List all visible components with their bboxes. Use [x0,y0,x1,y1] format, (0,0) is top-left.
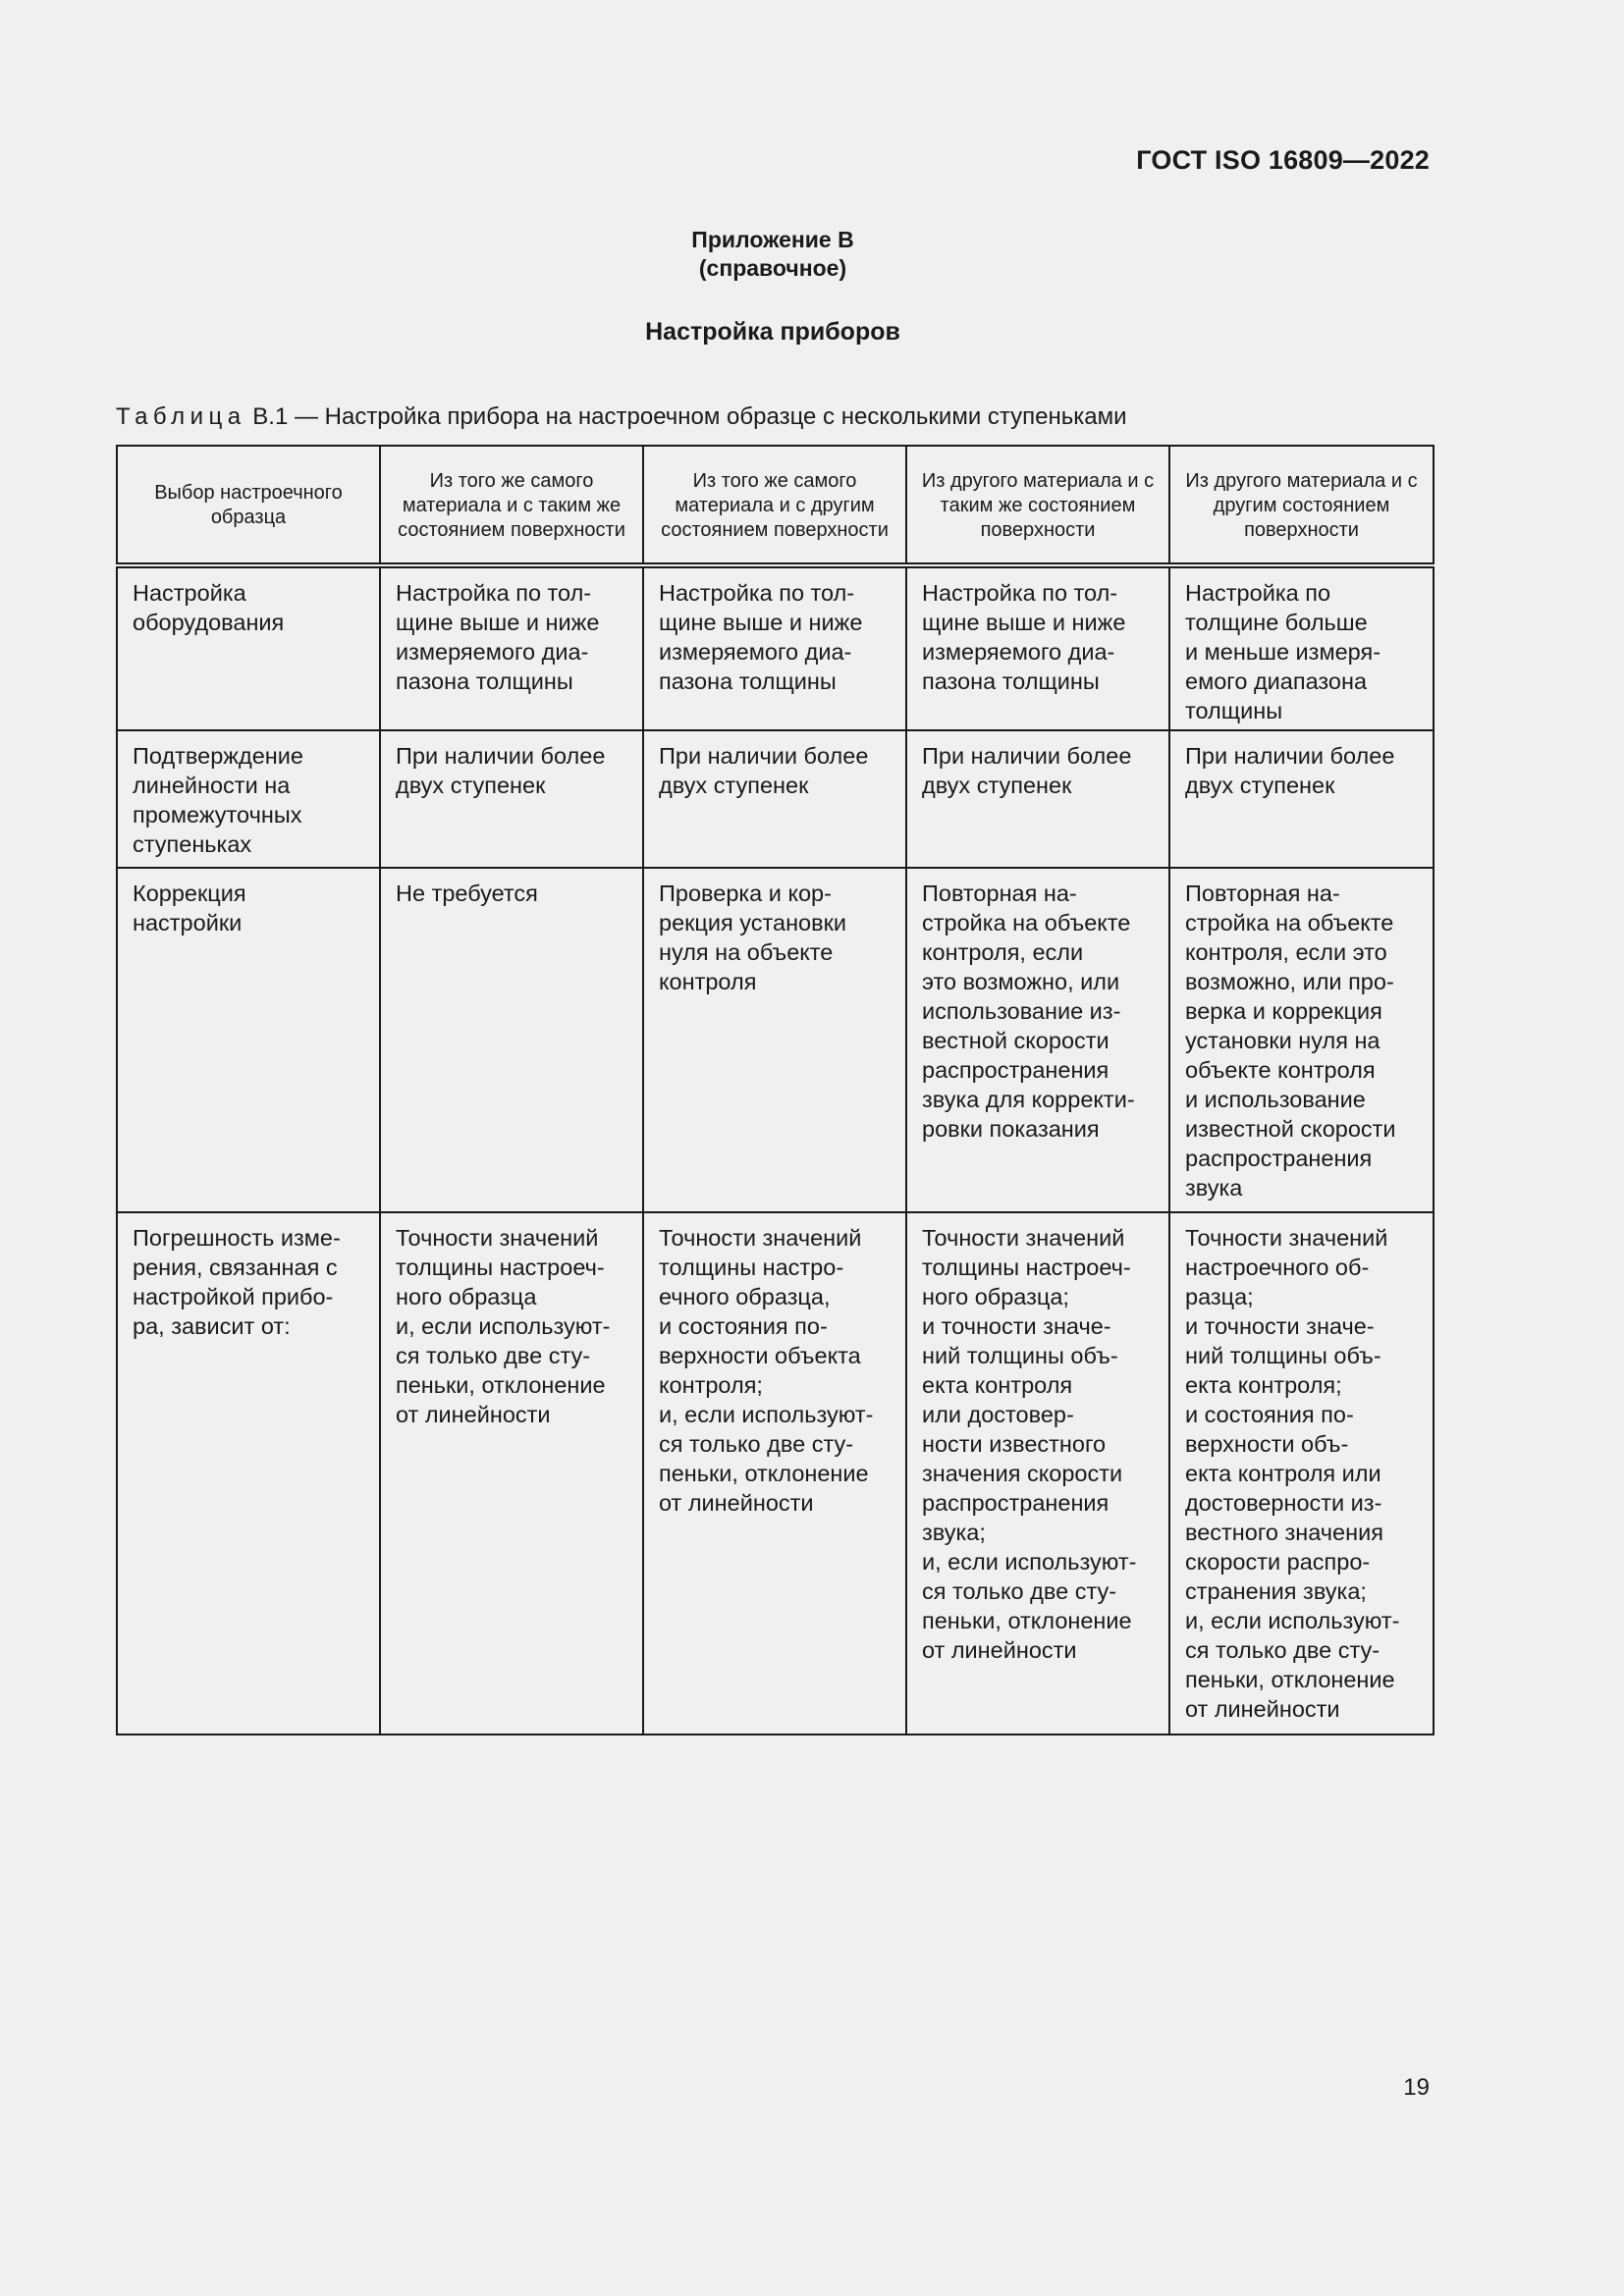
row-label-cell: Погрешность изме- рения, связанная с настройкой прибо- ра, зависит от: [117,1212,380,1735]
section-title: Настройка приборов [645,318,900,346]
table-cell: При наличии более двух ступенек [906,730,1169,868]
table-cell: При наличии более двух ступенек [1169,730,1434,868]
table-cell: Точности значений толщины настроеч- ного образца; и точности значе- ний толщины объ- екта контроля или достовер- ности известного значения скорости распространения звука; и, если используют- ся только две сту- пеньки, отклонение от линейности [906,1212,1169,1735]
settings-table [116,445,1435,1735]
table-cell: Настройка по тол- щине выше и ниже измеряемого диа- пазона толщины [643,565,906,730]
table-cell: При наличии более двух ступенек [643,730,906,868]
table-cell: При наличии более двух ступенек [380,730,643,868]
column-header: Из другого материала и с другим состоянием поверхности [1169,446,1434,565]
table-row [117,868,1434,1212]
row-label-cell: Коррекция настройки [117,868,380,1212]
table-cell: Настройка по тол- щине выше и ниже измеряемого диа- пазона толщины [906,565,1169,730]
table-row [117,730,1434,868]
column-header: Выбор настроечного образца [117,446,380,565]
table-row [117,565,1434,730]
column-header: Из того же самого материала и с другим состоянием поверхности [643,446,906,565]
table-cell: Настройка по толщине больше и меньше измеря- емого диапазона толщины [1169,565,1434,730]
table-cell: Проверка и кор- рекция установки нуля на объекте контроля [643,868,906,1212]
table-cell: Точности значений настроечного об- разца; и точности значе- ний толщины объ- екта контроля; и состояния по- верхности объ- екта контроля или достоверности из- вестного значения скорости распро- странения звука; и, если используют- ся только две сту- пеньки, отклонение от линейности [1169,1212,1434,1735]
annex-label: Приложение В [691,227,854,252]
column-header: Из того же самого материала и с таким же состоянием поверхности [380,446,643,565]
annex-heading [0,226,1545,283]
page-number: 19 [1403,2074,1430,2101]
table-cell: Повторная на- стройка на объекте контроля, если это возможно, или про- верка и коррекция установки нуля на объекте контроля и использование известной скорости распространения звука [1169,868,1434,1212]
table-cell: Повторная на- стройка на объекте контроля, если это возможно, или использование из- вестной скорости распространения звука для корректи- ровки показания [906,868,1169,1212]
row-label-cell: Подтверждение линейности на промежуточных ступеньках [117,730,380,868]
annex-type: (справочное) [698,255,847,281]
table-caption [116,403,1127,431]
table-cell: Точности значений толщины настроеч- ного образца и, если используют- ся только две сту- пеньки, отклонение от линейности [380,1212,643,1735]
table-header-row [117,446,1434,565]
table-row [117,1212,1434,1735]
table-cell: Точности значений толщины настро- ечного образца, и состояния по- верхности объекта контроля; и, если используют- ся только две сту- пеньки, отклонение от линейности [643,1212,906,1735]
table-caption-text: В.1 — Настройка прибора на настроечном образце с несколькими ступеньками [245,403,1127,430]
table-cell: Настройка по тол- щине выше и ниже измеряемого диа- пазона толщины [380,565,643,730]
table-cell: Не требуется [380,868,643,1212]
document-code: ГОСТ ISO 16809—2022 [1136,145,1430,175]
row-label-cell: Настройка оборудования [117,565,380,730]
table-caption-label: Таблица [116,403,246,430]
column-header: Из другого материала и с таким же состоянием поверхности [906,446,1169,565]
